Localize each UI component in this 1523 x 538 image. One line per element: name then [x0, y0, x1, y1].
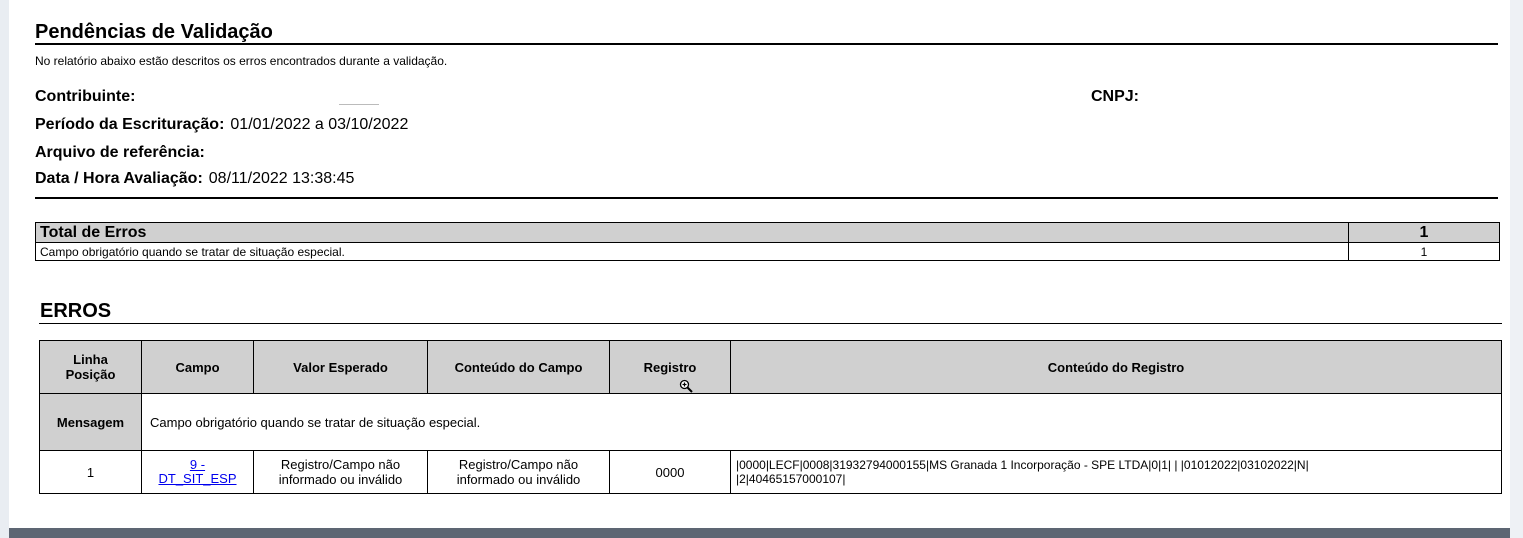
col-header-conteudo-registro: Conteúdo do Registro [731, 341, 1502, 394]
data-hora-label: Data / Hora Avaliação: [35, 170, 203, 187]
title-divider [35, 43, 1498, 45]
report-description: No relatório abaixo estão descritos os erros encontrados durante a validação. [35, 54, 448, 68]
summary-header-row [36, 223, 1500, 243]
summary-row-label: Campo obrigatório quando se tratar de situação especial. [36, 243, 1349, 261]
message-label: Mensagem [40, 394, 142, 451]
header-divider [35, 197, 1498, 199]
valor-esperado-line1: Registro/Campo não [280, 457, 401, 472]
col-header-linha-line2: Posição [65, 367, 116, 382]
cell-conteudo-registro [731, 451, 1502, 494]
col-header-linha-line1: Linha [73, 352, 108, 367]
col-header-valor-esperado: Valor Esperado [254, 341, 428, 394]
cell-conteudo-campo [428, 451, 610, 494]
campo-link[interactable] [146, 458, 249, 486]
cell-campo [142, 451, 254, 494]
right-background-panel [1510, 0, 1523, 538]
page-title: Pendências de Validação [35, 21, 273, 43]
periodo-value: 01/01/2022 a 03/10/2022 [230, 116, 409, 133]
summary-header-count: 1 [1349, 223, 1500, 243]
validation-report [9, 0, 1510, 528]
col-header-campo: Campo [142, 341, 254, 394]
contribuinte-label: Contribuinte: [35, 88, 136, 105]
cnpj-label: CNPJ: [1091, 88, 1140, 105]
errors-section-title: ERROS [40, 300, 112, 322]
redacted-value [339, 104, 379, 105]
campo-link-line1: 9 - [189, 457, 206, 472]
arquivo-label: Arquivo de referência: [35, 144, 205, 161]
col-header-linha [40, 341, 142, 394]
zoom-in-cursor-icon [679, 379, 693, 393]
errors-divider [39, 323, 1502, 324]
table-row [40, 451, 1502, 494]
bottom-frame [9, 528, 1510, 538]
errors-header-row [40, 341, 1502, 394]
col-header-conteudo-campo: Conteúdo do Campo [428, 341, 610, 394]
cell-linha: 1 [40, 451, 142, 494]
summary-row [36, 243, 1500, 261]
conteudo-registro-line2: |2|40465157000107| [736, 472, 846, 486]
message-text: Campo obrigatório quando se tratar de situação especial. [142, 394, 1502, 451]
campo-link-line2: DT_SIT_ESP [158, 471, 237, 486]
cell-valor-esperado [254, 451, 428, 494]
message-row [40, 394, 1502, 451]
cell-registro: 0000 [610, 451, 731, 494]
conteudo-campo-line2: informado ou inválido [456, 472, 581, 487]
error-summary-table [35, 222, 1500, 261]
errors-table [39, 340, 1502, 494]
periodo-label: Período da Escrituração: [35, 116, 225, 133]
data-hora-row [35, 170, 354, 188]
valor-esperado-line2: informado ou inválido [278, 472, 403, 487]
conteudo-campo-line1: Registro/Campo não [458, 457, 579, 472]
summary-row-count: 1 [1349, 243, 1500, 261]
arquivo-row [35, 144, 211, 162]
periodo-row [35, 116, 408, 134]
col-header-registro: Registro [610, 341, 731, 394]
summary-header-label: Total de Erros [36, 223, 1349, 243]
contribuinte-row [35, 88, 141, 106]
conteudo-registro-line1: |0000|LECF|0008|31932794000155|MS Granada 1 Incorporação - SPE LTDA|0|1| | |01012022|03102022|N| [736, 458, 1309, 472]
data-hora-value: 08/11/2022 13:38:45 [208, 170, 355, 187]
